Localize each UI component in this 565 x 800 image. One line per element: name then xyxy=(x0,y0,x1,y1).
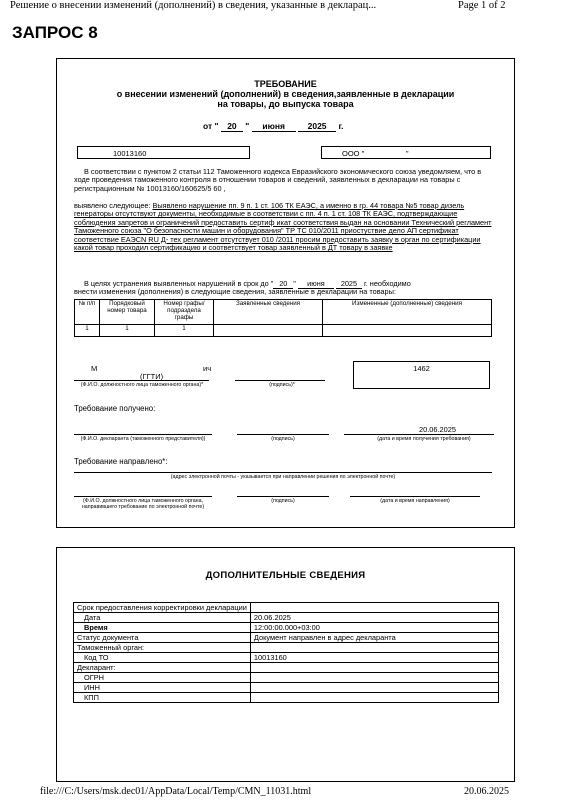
intro-paragraph: В соответствии с пунктом 2 статьи 112 Таможенного кодекса Евразийского экономического союза уведомляем, что в ходе проведения таможенного контроля в отношении товаров и сведений, заявленных в декларации на товары с регистрационным № 10013160/160625/5 60 , xyxy=(74,167,482,193)
table-cell: 1 xyxy=(155,325,214,337)
sender-signature-caption: (подпись) xyxy=(271,498,295,504)
received-date: 20.06.2025 xyxy=(419,425,456,434)
table-row xyxy=(75,325,492,337)
print-date: 20.06.2025 xyxy=(464,786,509,797)
sender-fio-line xyxy=(74,496,212,497)
table-row xyxy=(74,623,499,633)
row-value: 10013160 xyxy=(250,653,498,663)
row-value xyxy=(250,643,498,653)
additional-info-frame xyxy=(56,547,515,782)
requirement-frame xyxy=(56,58,515,528)
sent-datetime-line xyxy=(350,496,480,497)
table-header-cell: № п/п xyxy=(75,300,100,325)
violation-text: Выявлено нарушение пп. 9 п. 1 ст. 106 ТК ЕАЭС, а именно в гр. 44 товара №5 товар дизель генераторы отсутствуют документы, необходимые в соответствии с пп. 4 п. 1 ст. 108 ТК ЕАЭС, подтверждающие соблюдения запретов и ограничений предоставить сертиф икат соответствия выдан на основании Технический регламент Таможенного союза "О безопасности машин и оборудования" ТР ТС 010/2011 приостуствие дело АП сертификат соответствие ЕАЭСN RU Д- тех регламент отсутствует 010 /2011 просим предоставить заявку в орган по сертификации какой товар проходил сертификацию и соответствует товар заявленный в ДТ товару в заявке xyxy=(74,201,492,253)
row-value: 12:00:00.000+03:00 xyxy=(250,623,498,633)
officer-unit: (ГГТИ) xyxy=(140,372,164,381)
row-label: Таможенный орган: xyxy=(74,643,251,653)
sender-signature-line xyxy=(237,496,329,497)
row-value xyxy=(250,693,498,703)
requirement-date: от " 20 " июня 2025 г. xyxy=(203,121,344,131)
table-row xyxy=(74,613,499,623)
date-year: 2025 xyxy=(298,121,336,132)
row-label: Статус документа xyxy=(74,633,251,643)
row-label: Срок предоставления корректировки декларации xyxy=(74,603,251,613)
officer-signature-caption: (подпись)* xyxy=(269,382,295,388)
received-label: Требование получено: xyxy=(74,404,156,413)
declarant-signature-caption: (подпись) xyxy=(271,436,295,442)
table-row xyxy=(74,673,499,683)
received-datetime-line xyxy=(344,434,494,435)
requirement-title: ТРЕБОВАНИЕ xyxy=(254,79,317,89)
table-row xyxy=(74,633,499,643)
sender-fio-caption: (Ф.И.О. должностного лица таможенного органа, направившего требование по электронной почте) xyxy=(81,498,205,510)
officer-suffix: ич xyxy=(203,364,212,373)
deadline-paragraph-2: внести изменения (дополнения) в следующие сведения, заявленные в декларации на товары: xyxy=(74,287,396,296)
customs-code-box: 10013160 xyxy=(77,146,250,159)
officer-number-box: 1462 xyxy=(353,361,490,389)
row-value: 20.06.2025 xyxy=(250,613,498,623)
row-label: ОГРН xyxy=(74,673,251,683)
row-value xyxy=(250,673,498,683)
officer-fio-caption: (Ф.И.О. должностного лица таможенного органа)* xyxy=(80,382,204,388)
table-cell: 1 xyxy=(100,325,155,337)
email-caption: (адрес электронной почты - указывается при направлении решения по электронной почте) xyxy=(170,474,396,480)
row-label: КПП xyxy=(74,693,251,703)
row-label: ИНН xyxy=(74,683,251,693)
sent-label: Требование направлено*: xyxy=(74,457,168,466)
received-datetime-caption: (дата и время получения требования) xyxy=(377,436,471,442)
table-row xyxy=(74,643,499,653)
document-title: Решение о внесении изменений (дополнений) в сведения, указанные в декларац... xyxy=(10,0,377,11)
date-day: 20 xyxy=(221,121,243,132)
request-label: ЗАПРОС 8 xyxy=(12,23,98,42)
table-row xyxy=(74,683,499,693)
table-header-row xyxy=(75,300,492,325)
row-value xyxy=(250,603,498,613)
deadline-paragraph: В целях устранения выявленных нарушений в срок до " 20 " июня 2025 г. необходимо xyxy=(84,279,411,288)
revealed-paragraph: выявлено следующее: Выявлено нарушение пп. 9 п. 1 ст. 106 ТК ЕАЭС, а именно в гр. 44 товара №5 товар дизель генераторы отсутствуют документы, необходимые в соответствии с пп. 4 п. 1 ст. 108 ТК ЕАЭС, подтверждающие соблюдения запретов и ограничений предоставить сертиф икат соответствия выдан на основании Технический регламент Таможенного союза "О безопасности машин и оборудования" ТР ТС 010/2011 приостуствие дело АП сертификат соответствие ЕАЭСN RU Д- тех регламент отсутствует 010 /2011 просим предоставить заявку в орган по сертификации какой товар проходил сертификацию и соответствует товар заявленный в ДТ товару в заявке xyxy=(74,201,492,253)
table-row xyxy=(74,603,499,613)
table-cell xyxy=(214,325,323,337)
table-header-cell: Заявленные сведения xyxy=(214,300,323,325)
row-label: Код ТО xyxy=(74,653,251,663)
row-label: Время xyxy=(74,623,251,633)
table-row xyxy=(74,693,499,703)
additional-info-title: ДОПОЛНИТЕЛЬНЫЕ СВЕДЕНИЯ xyxy=(205,570,366,581)
row-value: Документ направлен в адрес декларанта xyxy=(250,633,498,643)
row-value xyxy=(250,663,498,673)
officer-signature-line xyxy=(235,380,325,381)
page-indicator: Page 1 of 2 xyxy=(458,0,506,11)
declarant-fio-caption: (Ф.И.О. декларанта (таможенного представителя)) xyxy=(80,436,206,442)
table-row xyxy=(74,663,499,673)
table-header-cell: Измененные (дополненные) сведения xyxy=(323,300,492,325)
row-label: Дата xyxy=(74,613,251,623)
date-month: июня xyxy=(252,121,296,132)
table-header-cell: Номер графы/ подраздела графы xyxy=(155,300,214,325)
row-label: Декларант: xyxy=(74,663,251,673)
row-value xyxy=(250,683,498,693)
table-cell xyxy=(323,325,492,337)
changes-table xyxy=(74,299,492,337)
requirement-subtitle-2: на товары, до выпуска товара xyxy=(217,99,354,109)
requirement-subtitle-1: о внесении изменений (дополнений) в сведения,заявленные в декларации xyxy=(116,89,455,99)
declarant-signature-line xyxy=(237,434,329,435)
table-cell: 1 xyxy=(75,325,100,337)
sent-datetime-caption: (дата и время направления) xyxy=(380,498,450,504)
declarant-fio-line xyxy=(74,434,212,435)
file-path: file:///C:/Users/msk.dec01/AppData/Local/Temp/CMN_11031.html xyxy=(40,786,312,797)
table-header-cell: Порядковый номер товара xyxy=(100,300,155,325)
additional-info-table xyxy=(73,602,499,703)
officer-fio-line xyxy=(74,380,209,381)
company-box: ООО " " xyxy=(321,146,491,159)
table-row xyxy=(74,653,499,663)
officer-initial: М xyxy=(91,364,98,373)
email-line xyxy=(74,472,492,473)
